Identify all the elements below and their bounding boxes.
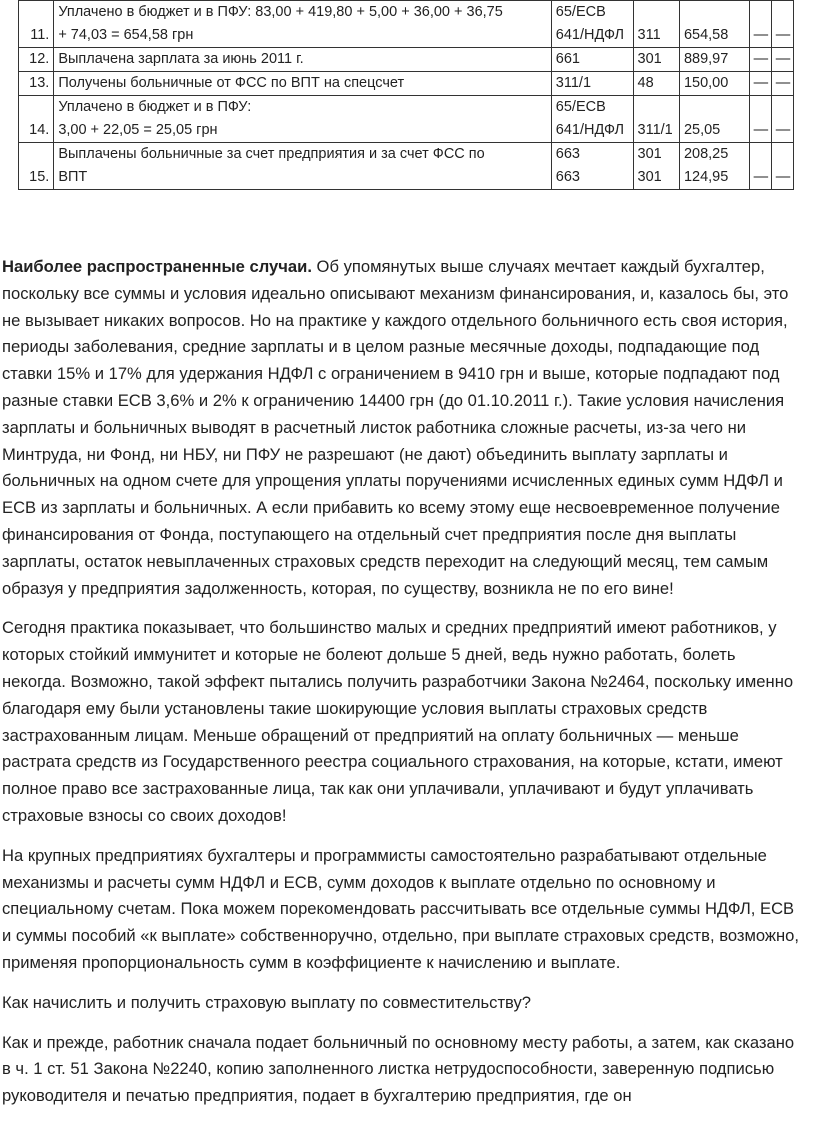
operation-description [54, 48, 551, 72]
amount [679, 72, 749, 96]
credit-account [633, 143, 679, 190]
debit-account [551, 1, 633, 48]
credit-account-line: 301 [637, 146, 662, 162]
row-number: 14. [19, 96, 54, 143]
table-row [19, 96, 794, 143]
debit-account [551, 143, 633, 190]
debit-account-line: 663 [555, 169, 580, 185]
debit-account-line: 641/НДФЛ [555, 122, 625, 138]
operation-description-line: Получены больничные от ФСС по ВПТ на спецсчет [58, 75, 405, 91]
credit-account [633, 1, 679, 48]
credit-account [633, 72, 679, 96]
operation-description-line: 3,00 + 22,05 = 25,05 грн [58, 122, 218, 138]
operation-description-line: Выплачены больничные за счет предприятия и за счет ФСС по [58, 146, 485, 162]
article-text [2, 254, 802, 1123]
dash-cell: — [749, 1, 771, 48]
debit-account-line: 661 [555, 51, 580, 67]
operation-description-line: Выплачена зарплата за июнь 2011 г. [58, 51, 304, 67]
row-number: 12. [19, 48, 54, 72]
dash-cell: — [749, 72, 771, 96]
dash-cell: — [771, 72, 793, 96]
debit-account-line: 311/1 [555, 75, 592, 91]
table-row [19, 72, 794, 96]
credit-account [633, 48, 679, 72]
amount [679, 143, 749, 190]
accounting-entries-table [18, 0, 794, 190]
operation-description [54, 143, 551, 190]
credit-account-line: 301 [637, 51, 662, 67]
dash-cell: — [771, 48, 793, 72]
row-number: 13. [19, 72, 54, 96]
credit-account-line: 48 [637, 75, 654, 91]
amount-line: 889,97 [683, 51, 729, 67]
amount-line: 124,95 [683, 169, 729, 185]
debit-account-line: 663 [555, 146, 580, 162]
dash-cell: — [771, 143, 793, 190]
operation-description-line: + 74,03 = 654,58 грн [58, 27, 194, 43]
operation-description-line: Уплачено в бюджет и в ПФУ: [58, 99, 252, 115]
operation-description-line: ВПТ [58, 169, 88, 185]
amount [679, 96, 749, 143]
paragraph-practice: Сегодня практика показывает, что большинство малых и средних предприятий имеют работников, у которых стойкий иммунитет и которые не болеют дольше 5 дней, ведь нужно работать, болеть некогда. Возможно, такой эффект пытались получить разработчики Закона №2464, поскольку именно благодаря ему были установлены такие шокирующие условия выплаты страховых средств застрахованным лицам. Меньше обращений от предприятий на оплату больничных — меньше растрата средств из Государственного реестра социального страхования, на которые, кстати, имеют полное право все застрахованные лица, так как они уплачивали, уплачивают и будут уплачивать страховые взносы со своих доходов! [2, 618, 794, 825]
dash-cell: — [771, 96, 793, 143]
debit-account [551, 72, 633, 96]
row-number: 11. [19, 1, 54, 48]
operation-description [54, 1, 551, 48]
table-row [19, 1, 794, 48]
paragraph-large-enterprises: На крупных предприятиях бухгалтеры и программисты самостоятельно разрабатывают отдельные механизмы и расчеты сумм НДФЛ и ЕСВ, сумм доходов к выплате отдельно по основному и специальному счетам. Пока можем порекомендовать рассчитывать все отдельные суммы НДФЛ, ЕСВ и суммы пособий «к выплате» собственноручно, отдельно, при выплате страховых средств, возможно, применяя пропорциональность сумм в коэффициенте к начислению и выплате. [2, 845, 800, 972]
row-number: 15. [19, 143, 54, 190]
credit-account-line: 311/1 [637, 122, 673, 138]
table-row [19, 48, 794, 72]
operation-description [54, 72, 551, 96]
debit-account-line: 641/НДФЛ [555, 27, 625, 43]
debit-account [551, 96, 633, 143]
debit-account-line: 65/ЕСВ [555, 99, 606, 115]
credit-account-line: 311 [637, 27, 661, 43]
amount-line: 150,00 [683, 75, 729, 91]
dash-cell: — [749, 96, 771, 143]
table-body [19, 1, 794, 190]
operation-description [54, 96, 551, 143]
dash-cell: — [771, 1, 793, 48]
amount-line: 208,25 [683, 146, 729, 162]
credit-account [633, 96, 679, 143]
paragraph-common-cases [2, 254, 802, 602]
amount [679, 48, 749, 72]
amount [679, 1, 749, 48]
amount-line: 654,58 [683, 27, 729, 43]
operation-description-line: Уплачено в бюджет и в ПФУ: 83,00 + 419,80 + 5,00 + 36,00 + 36,75 [58, 4, 503, 20]
dash-cell: — [749, 48, 771, 72]
debit-account-line: 65/ЕСВ [555, 4, 606, 20]
dash-cell: — [749, 143, 771, 190]
paragraph-body: Об упомянутых выше случаях мечтает каждый бухгалтер, поскольку все суммы и условия идеально описывают механизм финансирования, и, казалось бы, это не вызывает никаких вопросов. Но на практике у каждого отдельного больничного есть своя история, периоды заболевания, средние зарплаты и в целом разные месячные доходы, подпадающие под ставки 15% и 17% для удержания НДФЛ с ограничением в 9410 грн и выше, которые подпадают под разные ставки ЕСВ 3,6% и 2% к ограничению 14400 грн (до 01.10.2011 г.). Такие условия начисления зарплаты и больничных выводят в расчетный листок работника сложные расчеты, из-за чего ни Минтруда, ни Фонд, ни НБУ, ни ПФУ не разрешают (не дают) объединить выплату зарплаты и больничных на одном счете для упрощения уплаты поручениями исчисленных единых сумм НДФЛ и ЕСВ из зарплаты и больничных. А если прибавить ко всему этому еще несвоевременное получение финансирования от Фонда, поступающего на отдельный счет предприятия после дня выплаты зарплаты, остаток невыплаченных страховых средств переходит на следующий месяц, тем самым образуя у предприятия задолженность, которая, по существу, возникла не по его вине! [2, 257, 789, 598]
paragraph-heading: Наиболее распространенные случаи. [2, 257, 312, 276]
credit-account-line: 301 [637, 169, 662, 185]
table-row [19, 143, 794, 190]
paragraph-part-time: Как и прежде, работник сначала подает больничный по основному месту работы, а затем, как сказано в ч. 1 ст. 51 Закона №2240, копию заполненного листка нетрудоспособности, заверенную подписью руководителя и печатью предприятия, подает в бухгалтерию предприятия, где он [2, 1032, 795, 1106]
debit-account [551, 48, 633, 72]
section-question: Как начислить и получить страховую выплату по совместительству? [2, 992, 532, 1012]
amount-line: 25,05 [683, 122, 721, 138]
